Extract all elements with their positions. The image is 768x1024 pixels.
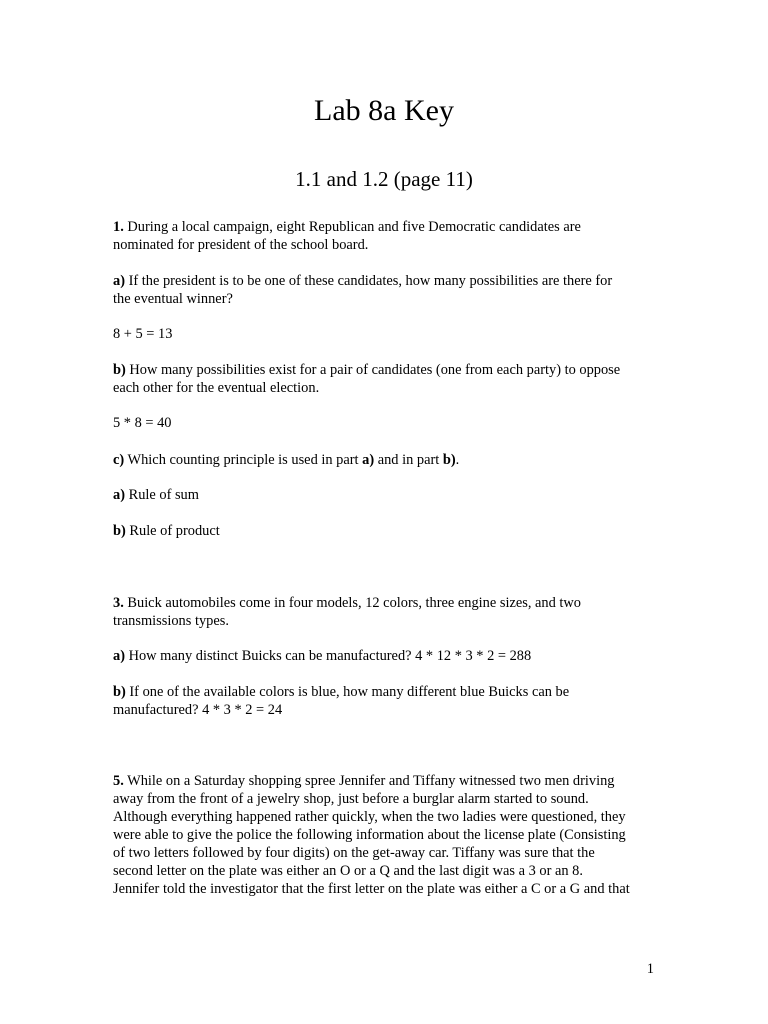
part-label: a) [113, 487, 125, 503]
part-label: a) [113, 273, 125, 289]
part-label: b) [113, 362, 126, 378]
question-1c: c) Which counting principle is used in part a) and in part b). [113, 452, 460, 468]
question-1a: a) If the president is to be one of these candidates, how many possibilities are there for the eventual winner? [113, 273, 613, 307]
part-label: c) [113, 452, 125, 468]
question-number: 3. [113, 595, 124, 611]
question-1b: b) How many possibilities exist for a pair of candidates (one from each party) to oppose each other for the eventual election. [113, 362, 621, 396]
answer-1b: 5 * 8 = 40 [113, 415, 172, 431]
part-label: b) [113, 523, 126, 539]
question-number: 5. [113, 773, 124, 789]
question-1-text: 1. During a local campaign, eight Republican and five Democratic candidates are nominated for president of the school board. [113, 219, 581, 253]
answer-1a: 8 + 5 = 13 [113, 326, 173, 342]
page-subtitle: 1.1 and 1.2 (page 11) [295, 167, 473, 191]
page-title: Lab 8a Key [314, 94, 454, 127]
question-3b: b) If one of the available colors is blue, how many different blue Buicks can be manufactured? 4 * 3 * 2 = 24 [113, 684, 570, 718]
part-label: a) [113, 648, 125, 664]
question-number: 1. [113, 219, 124, 235]
answer-1c-a: a) Rule of sum [113, 487, 199, 503]
question-3-text: 3. Buick automobiles come in four models, 12 colors, three engine sizes, and two transmissions types. [113, 595, 581, 629]
page-number: 1 [646, 961, 654, 977]
part-label: b) [113, 684, 126, 700]
question-3a: a) How many distinct Buicks can be manufactured? 4 * 12 * 3 * 2 = 288 [113, 648, 532, 664]
question-5-text: 5. While on a Saturday shopping spree Jennifer and Tiffany witnessed two men driving away from the front of a jewelry shop, just before a burglar alarm started to sound. Although everything happened rather quickly, when the two ladies were questioned, they were able to give the police the following information about the license plate (Consisting of two letters followed by four digits) on the get-away car. Tiffany was sure that the second letter on the plate was either an O or a Q and the last digit was a 3 or an 8. Jennifer told the investigator that the first letter on the plate was either a C or a G and that [113, 773, 630, 897]
answer-1c-b: b) Rule of product [113, 523, 220, 539]
